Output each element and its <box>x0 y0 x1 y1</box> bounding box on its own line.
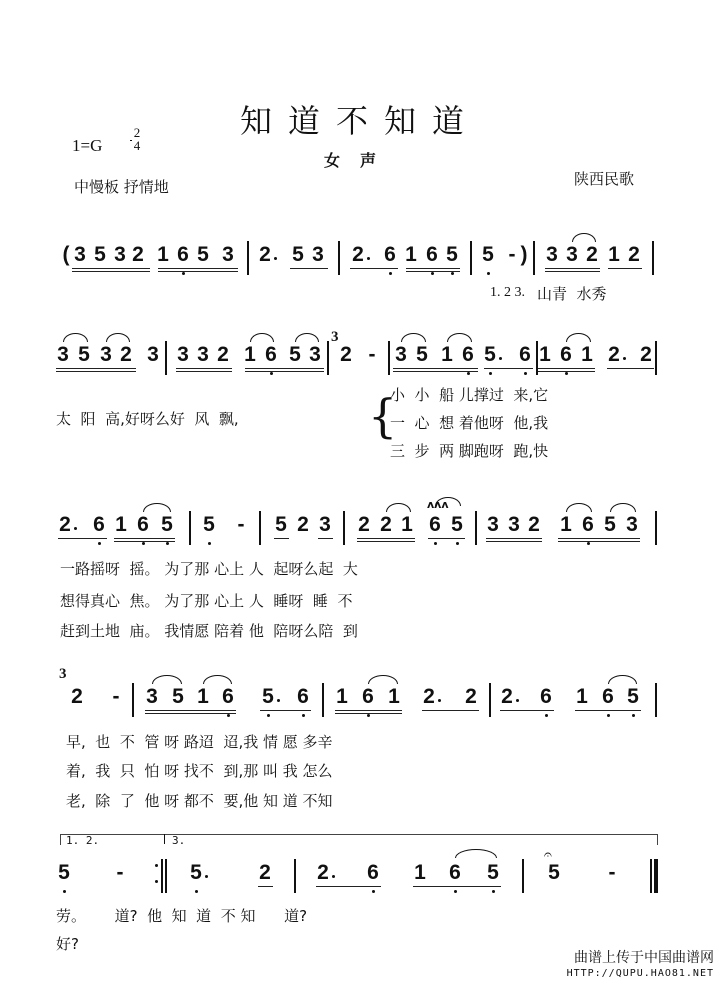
note: 2 <box>528 513 540 536</box>
low-octave-dot <box>195 890 198 893</box>
augmentation-dot <box>516 699 519 702</box>
note: 3 <box>222 243 234 266</box>
slur <box>203 675 232 684</box>
note: 5 <box>197 243 209 266</box>
barline <box>165 341 167 375</box>
note: 2 <box>640 343 652 366</box>
note: 2 <box>340 343 352 366</box>
augmentation-dot <box>623 357 626 360</box>
low-octave-dot <box>487 272 490 275</box>
note: 2 <box>120 343 132 366</box>
note: 6 <box>297 685 309 708</box>
barline <box>533 241 535 275</box>
lyric-line: 早, 也 不 管 呀 路迢 迢,我 情 愿 多辛 <box>66 733 333 751</box>
dash: - <box>112 685 120 708</box>
underline-beam <box>607 368 654 369</box>
underline-beam <box>413 886 501 887</box>
underline-beam <box>357 541 415 542</box>
voice-type: 女声 <box>323 151 396 170</box>
note: 6 <box>265 343 277 366</box>
slur <box>63 333 88 342</box>
lyric-line: 老, 除 了 他 呀 都不 要,他 知 道 不知 <box>66 792 333 810</box>
note: 2 <box>628 243 640 266</box>
grace-note: 3 <box>59 666 67 682</box>
low-octave-dot <box>267 714 270 717</box>
note: 5 <box>482 243 494 266</box>
underline-beam <box>406 268 460 269</box>
low-octave-dot <box>632 714 635 717</box>
note: 3 <box>508 513 520 536</box>
barline <box>655 341 657 375</box>
key-signature: 1=G <box>72 136 103 155</box>
lyric-line: 劳。 道? 他 知 道 不 知 道? <box>56 907 308 925</box>
slur <box>566 503 592 512</box>
note: 5 <box>190 861 202 884</box>
underline-beam <box>258 886 273 887</box>
underline-beam <box>114 538 175 539</box>
slur <box>368 675 398 684</box>
volta-bracket <box>60 834 658 845</box>
underline-beam <box>290 268 328 269</box>
slur <box>572 233 596 242</box>
note: 6 <box>462 343 474 366</box>
barline <box>259 511 261 545</box>
underline-beam <box>260 710 311 711</box>
barline <box>475 511 477 545</box>
note: 2 <box>217 343 229 366</box>
paren: ) <box>520 243 528 266</box>
slur <box>610 503 636 512</box>
note: 1 <box>581 343 593 366</box>
underline-beam <box>538 368 595 369</box>
slur <box>250 333 274 342</box>
low-octave-dot <box>98 542 101 545</box>
note: 2 <box>586 243 598 266</box>
augmentation-dot <box>438 699 441 702</box>
lyric-line: 太 阳 高,好呀么好 风 飘, <box>56 410 239 428</box>
low-octave-dot <box>434 542 437 545</box>
note: 2 <box>259 243 271 266</box>
barline <box>343 511 345 545</box>
underline-beam <box>245 368 324 369</box>
note: 5 <box>292 243 304 266</box>
low-octave-dot <box>227 714 230 717</box>
note: 2 <box>259 861 271 884</box>
barline <box>189 511 191 545</box>
note: 5 <box>203 513 215 536</box>
underline-beam <box>558 541 640 542</box>
lyric-line: 一 心 想 着他呀 他,我 <box>390 414 549 432</box>
barline <box>165 859 167 893</box>
low-octave-dot <box>454 890 457 893</box>
volta-3-label: 3. <box>172 834 186 847</box>
underline-beam <box>366 886 381 887</box>
note: 2 <box>352 243 364 266</box>
note: 1 <box>560 513 572 536</box>
underline-beam <box>145 713 236 714</box>
underline-beam <box>274 538 289 539</box>
underline-beam <box>357 538 415 539</box>
note: 2 <box>317 861 329 884</box>
underline-beam <box>158 271 238 272</box>
barline <box>652 241 654 275</box>
note: 2 <box>59 513 71 536</box>
volta-1-2-label: 1. 2. <box>66 834 100 847</box>
note: 3 <box>309 343 321 366</box>
slur <box>143 503 171 512</box>
underline-beam <box>545 271 600 272</box>
lyric-line: 赶到土地 庙。 我情愿 陪着 他 陪呀么陪 到 <box>60 622 358 640</box>
note: 3 <box>57 343 69 366</box>
slur <box>608 675 637 684</box>
underline-beam <box>318 538 333 539</box>
low-octave-dot <box>456 542 459 545</box>
note: 1 <box>157 243 169 266</box>
note: 1 <box>401 513 413 536</box>
slur <box>386 503 411 512</box>
barline <box>522 859 524 893</box>
low-octave-dot <box>524 372 527 375</box>
underline-beam <box>72 271 150 272</box>
low-octave-dot <box>182 272 185 275</box>
note: 2 <box>465 685 477 708</box>
paren: ( <box>62 243 70 266</box>
note: 3 <box>147 343 159 366</box>
underline-beam <box>245 371 324 372</box>
augmentation-dot <box>205 875 208 878</box>
note: 3 <box>146 685 158 708</box>
underline-beam <box>350 268 398 269</box>
low-octave-dot <box>587 542 590 545</box>
note: 5 <box>451 513 463 536</box>
note: 6 <box>582 513 594 536</box>
slur <box>455 849 497 858</box>
low-octave-dot <box>63 890 66 893</box>
barline <box>470 241 472 275</box>
dash: - <box>508 243 516 266</box>
note: 5 <box>275 513 287 536</box>
note: 5 <box>58 861 70 884</box>
note: 1 <box>197 685 209 708</box>
grace-note: 3 <box>331 329 339 345</box>
augmentation-dot <box>274 257 277 260</box>
underline-beam <box>56 371 136 372</box>
note: 1 <box>115 513 127 536</box>
augmentation-dot <box>367 257 370 260</box>
note: 5 <box>548 861 560 884</box>
underline-beam <box>176 368 232 369</box>
barline <box>294 859 296 893</box>
note: 3 <box>74 243 86 266</box>
note: 5 <box>94 243 106 266</box>
note: 3 <box>100 343 112 366</box>
final-barline <box>654 859 658 893</box>
barline <box>650 859 652 893</box>
underline-beam <box>608 268 642 269</box>
note: 2 <box>423 685 435 708</box>
barline <box>161 859 163 893</box>
note: 1 <box>441 343 453 366</box>
underline-beam <box>422 710 479 711</box>
note: 3 <box>114 243 126 266</box>
note: 5 <box>172 685 184 708</box>
barline <box>489 683 491 717</box>
low-octave-dot <box>372 890 375 893</box>
note: 6 <box>137 513 149 536</box>
repeat-dot <box>155 880 158 883</box>
note: 6 <box>560 343 572 366</box>
note: 3 <box>312 243 324 266</box>
augmentation-dot <box>499 357 502 360</box>
lyric-line: 好? <box>56 935 79 953</box>
lyric-line: 想得真心 焦。 为了那 心上 人 睡呀 睡 不 <box>60 592 353 610</box>
barline <box>132 683 134 717</box>
note: 5 <box>289 343 301 366</box>
note: 5 <box>484 343 496 366</box>
note: 2 <box>380 513 392 536</box>
underline-beam <box>72 268 150 269</box>
note: 5 <box>262 685 274 708</box>
note: 6 <box>177 243 189 266</box>
underline-beam <box>406 271 460 272</box>
underline-beam <box>575 710 641 711</box>
slur <box>152 675 182 684</box>
slur <box>295 333 319 342</box>
note: 3 <box>395 343 407 366</box>
song-origin: 陕西民歌 <box>574 170 635 188</box>
lyric-line: 着, 我 只 怕 呀 找不 到,那 叫 我 怎么 <box>66 762 333 780</box>
underline-beam <box>145 710 236 711</box>
note: 3 <box>177 343 189 366</box>
note: 5 <box>416 343 428 366</box>
lyric-line: 三 步 两 脚跑呀 跑,快 <box>390 442 549 460</box>
low-octave-dot <box>545 714 548 717</box>
note: 1 <box>336 685 348 708</box>
repeat-dot <box>155 864 158 867</box>
note: 5 <box>487 861 499 884</box>
tempo-marking: 中慢板 抒情地 <box>74 178 169 196</box>
barline <box>655 683 657 717</box>
watermark: 曲谱上传于中国曲谱网 HTTP://QUPU.HAO81.NET <box>566 950 714 979</box>
note: 1 <box>576 685 588 708</box>
underline-beam <box>335 713 402 714</box>
low-octave-dot <box>492 890 495 893</box>
note: 6 <box>602 685 614 708</box>
low-octave-dot <box>302 714 305 717</box>
song-title: 知道不知道 <box>239 102 480 140</box>
underline-beam <box>393 371 478 372</box>
note: 3 <box>546 243 558 266</box>
underline-beam <box>393 368 478 369</box>
slur <box>401 333 426 342</box>
augmentation-dot <box>332 875 335 878</box>
low-octave-dot <box>367 714 370 717</box>
note: 1 <box>539 343 551 366</box>
underline-beam <box>335 710 402 711</box>
note: 1 <box>244 343 256 366</box>
time-signature: 2 4 <box>130 126 144 152</box>
slur <box>566 333 591 342</box>
underline-beam <box>545 268 600 269</box>
volta-divider <box>164 834 165 844</box>
note: 1 <box>414 861 426 884</box>
underline-beam <box>486 538 542 539</box>
barline <box>655 511 657 545</box>
low-octave-dot <box>431 272 434 275</box>
note: 6 <box>93 513 105 536</box>
note: 2 <box>501 685 513 708</box>
lyric-line: 一路摇呀 摇。 为了那 心上 人 起呀么起 大 <box>60 560 358 578</box>
underline-beam <box>428 538 465 539</box>
lyric-line: 山青 水秀 <box>537 285 607 303</box>
low-octave-dot <box>451 272 454 275</box>
barline <box>322 683 324 717</box>
underline-beam <box>176 371 232 372</box>
underline-beam <box>486 541 542 542</box>
underline-beam <box>58 538 107 539</box>
barline <box>338 241 340 275</box>
augmentation-dot <box>74 527 77 530</box>
underline-beam <box>500 710 554 711</box>
note: 1 <box>608 243 620 266</box>
low-octave-dot <box>142 542 145 545</box>
note: 5 <box>446 243 458 266</box>
note: 3 <box>197 343 209 366</box>
dash: - <box>116 861 124 884</box>
underline-beam <box>158 268 238 269</box>
underline-beam <box>56 368 136 369</box>
note: 2 <box>132 243 144 266</box>
note: 6 <box>519 343 531 366</box>
low-octave-dot <box>467 372 470 375</box>
low-octave-dot <box>565 372 568 375</box>
note: 5 <box>78 343 90 366</box>
underline-beam <box>538 371 595 372</box>
note: 6 <box>367 861 379 884</box>
dash: - <box>608 861 616 884</box>
note: 3 <box>566 243 578 266</box>
low-octave-dot <box>389 272 392 275</box>
note: 2 <box>608 343 620 366</box>
lyric-brace: { <box>368 389 398 443</box>
underline-beam <box>484 368 533 369</box>
lyric-line: 小 小 船 儿撑过 来,它 <box>390 386 549 404</box>
note: 2 <box>358 513 370 536</box>
note: 5 <box>161 513 173 536</box>
fermata-icon: 𝄐 <box>544 847 552 863</box>
note: 6 <box>384 243 396 266</box>
note: 2 <box>71 685 83 708</box>
note: 6 <box>449 861 461 884</box>
note: 6 <box>426 243 438 266</box>
barline <box>247 241 249 275</box>
low-octave-dot <box>208 542 211 545</box>
barline <box>327 341 329 375</box>
augmentation-dot <box>277 699 280 702</box>
note: 1 <box>405 243 417 266</box>
note: 3 <box>626 513 638 536</box>
note: 5 <box>627 685 639 708</box>
note: 2 <box>297 513 309 536</box>
note: 6 <box>429 513 441 536</box>
barline <box>388 341 390 375</box>
low-octave-dot <box>607 714 610 717</box>
slur <box>447 333 472 342</box>
note: 3 <box>319 513 331 536</box>
note: 1 <box>388 685 400 708</box>
low-octave-dot <box>270 372 273 375</box>
low-octave-dot <box>166 542 169 545</box>
verse-numbers: 1. 2 3. <box>490 285 525 300</box>
low-octave-dot <box>489 372 492 375</box>
trill-mark: ʌʌʌ <box>427 498 449 511</box>
note: 6 <box>222 685 234 708</box>
dash: - <box>368 343 376 366</box>
underline-beam <box>114 541 175 542</box>
slur <box>106 333 130 342</box>
note: 5 <box>604 513 616 536</box>
note: 6 <box>540 685 552 708</box>
note: 3 <box>487 513 499 536</box>
dash: - <box>237 513 245 536</box>
underline-beam <box>558 538 640 539</box>
note: 6 <box>362 685 374 708</box>
